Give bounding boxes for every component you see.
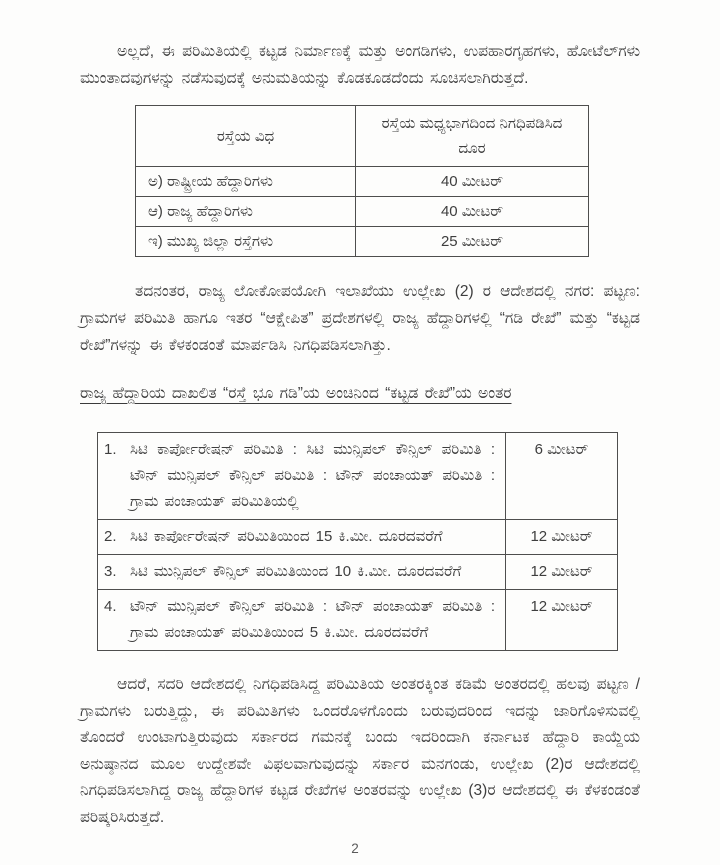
limit-description: ಸಿಟಿ ಕಾರ್ಪೋರೇಷನ್ ಪರಿಮಿತಿ : ಸಿಟಿ ಮುನ್ಸಿಪಲ್ ಕೌನ್ಸಿಲ್ ಪರಿಮಿತಿ : ಟೌನ್ ಮುನ್ಸಿಪಲ್ ಕೌನ್ಸಿಲ್ ಪರಿಮಿತಿ : ಟೌನ್ ಪಂಚಾಯತ್ ಪರಿಮಿತಿ : ಗ್ರಾಮ ಪಂಚಾಯತ್ ಪರಿಮಿತಿಯಲ್ಲಿ: [130, 441, 495, 510]
limit-description-cell: [98, 555, 506, 590]
limit-distance-cell: 12 ಮೀಟರ್: [506, 555, 618, 590]
road-table-header-distance: ರಸ್ತೆಯ ಮಧ್ಯಭಾಗದಿಂದ ನಿಗಧಿಪಡಿಸಿದ ದೂರ: [356, 106, 589, 167]
row-number: 4.: [104, 598, 117, 615]
road-distance-cell: 40 ಮೀಟರ್: [356, 197, 589, 227]
road-distance-table: [135, 105, 589, 257]
road-type-cell: ಇ) ಮುಖ್ಯ ಜಿಲ್ಲಾ ರಸ್ತೆಗಳು: [136, 227, 356, 257]
building-line-table: [97, 432, 618, 651]
road-table-header-row: [136, 106, 589, 167]
page-number: 2: [351, 841, 359, 856]
road-table-header-type: ರಸ್ತೆಯ ವಿಧ: [136, 106, 356, 167]
table-row: [136, 167, 589, 197]
paragraph-intro: ಅಲ್ಲದೆ, ಈ ಪರಿಮಿತಿಯಲ್ಲಿ ಕಟ್ಟಡ ನಿರ್ಮಾಣಕ್ಕೆ ಮತ್ತು ಅಂಗಡಿಗಳು, ಉಪಹಾರಗೃಹಗಳು, ಹೋಟೆಲ್‌ಗಳು ಮುಂತಾದವುಗಳನ್ನು ನಡೆಸುವುದಕ್ಕೆ ಅನುಮತಿಯನ್ನು ಕೊಡಕೂಡದೆಂದು ಸೂಚಿಸಲಾಗಿರುತ್ತದೆ.: [80, 43, 640, 87]
limit-description-cell: [98, 520, 506, 555]
road-distance-cell: 40 ಮೀಟರ್: [356, 167, 589, 197]
road-type-cell: ಅ) ರಾಷ್ಟ್ರೀಯ ಹೆದ್ದಾರಿಗಳು: [136, 167, 356, 197]
row-number: 3.: [104, 563, 117, 580]
road-type-cell: ಆ) ರಾಜ್ಯ ಹೆದ್ದಾರಿಗಳು: [136, 197, 356, 227]
table-row: [136, 197, 589, 227]
limit-distance-cell: 12 ಮೀಟರ್: [506, 590, 618, 651]
limit-description-cell: [98, 433, 506, 520]
limit-description-cell: [98, 590, 506, 651]
row-number: 1.: [104, 441, 117, 458]
limit-distance-cell: 6 ಮೀಟರ್: [506, 433, 618, 520]
row-number: 2.: [104, 528, 117, 545]
limit-description: ಟೌನ್ ಮುನ್ಸಿಪಲ್ ಕೌನ್ಸಿಲ್ ಪರಿಮಿತಿ : ಟೌನ್ ಪಂಚಾಯತ್ ಪರಿಮಿತಿ : ಗ್ರಾಮ ಪಂಚಾಯತ್ ಪರಿಮಿತಿಯಿಂದ 5 ಕಿ.ಮೀ. ದೂರದವರೆಗೆ: [130, 598, 495, 641]
paragraph-reference-order: ತದನಂತರ, ರಾಜ್ಯ ಲೋಕೋಪಯೋಗಿ ಇಲಾಖೆಯು ಉಲ್ಲೇಖ (2) ರ ಆದೇಶದಲ್ಲಿ ನಗರ: ಪಟ್ಟಣ: ಗ್ರಾಮಗಳ ಪರಿಮಿತಿ ಹಾಗೂ ಇತರ “ಆಕ್ಷೇಪಿತ” ಪ್ರದೇಶಗಳಲ್ಲಿ ರಾಜ್ಯ ಹೆದ್ದಾರಿಗಳಲ್ಲಿ “ಗಡಿ ರೇಖೆ” ಮತ್ತು “ಕಟ್ಟಡ ರೇಖೆ”ಗಳನ್ನು ಈ ಕೆಳಕಂಡಂತೆ ಮಾರ್ಪಡಿಸಿ ನಿಗಧಿಪಡಿಸಲಾಗಿತ್ತು.: [80, 283, 640, 354]
table-row: [98, 520, 618, 555]
table-row: [98, 590, 618, 651]
paragraph-revision: ಆದರೆ, ಸದರಿ ಆದೇಶದಲ್ಲಿ ನಿಗಧಿಪಡಿಸಿದ್ದ ಪರಿಮಿತಿಯ ಅಂತರಕ್ಕಿಂತ ಕಡಿಮೆ ಅಂತರದಲ್ಲಿ ಹಲವು ಪಟ್ಟಣ / ಗ್ರಾಮಗಳು ಬರುತ್ತಿದ್ದು, ಈ ಪರಿಮಿತಿಗಳು ಒಂದರೊಳಗೊಂದು ಬರುವುದರಿಂದ ಇದನ್ನು ಜಾರಿಗೊಳಿಸುವಲ್ಲಿ ತೊಂದರೆ ಉಂಟಾಗುತ್ತಿರುವುದು ಸರ್ಕಾರದ ಗಮನಕ್ಕೆ ಬಂದು ಇದರಿಂದಾಗಿ ಕರ್ನಾಟಕ ಹೆದ್ದಾರಿ ಕಾಯ್ದೆಯ ಅನುಷ್ಠಾನದ ಮೂಲ ಉದ್ದೇಶವೇ ವಿಫಲವಾಗುವುದನ್ನು ಸರ್ಕಾರ ಮನಗಂಡು, ಉಲ್ಲೇಖ (2)ರ ಆದೇಶದಲ್ಲಿ ನಿಗಧಿಪಡಿಸಲಾಗಿದ್ದ ರಾಜ್ಯ ಹೆದ್ದಾರಿಗಳ ಕಟ್ಟಡ ರೇಖೆಗಳ ಅಂತರವನ್ನು ಉಲ್ಲೇಖ (3)ರ ಆದೇಶದಲ್ಲಿ ಈ ಕೆಳಕಂಡಂತೆ ಪರಿಷ್ಕರಿಸಿರುತ್ತದೆ.: [80, 676, 640, 826]
limit-distance-cell: 12 ಮೀಟರ್: [506, 520, 618, 555]
section-heading: ರಾಜ್ಯ ಹೆದ್ದಾರಿಯ ದಾಖಲಿತ “ರಸ್ತೆ ಭೂ ಗಡಿ”ಯ ಅಂಚಿನಿಂದ “ಕಟ್ಟಡ ರೇಖೆ”ಯ ಅಂತರ: [80, 385, 512, 402]
limit-description: ಸಿಟಿ ಕಾರ್ಪೋರೇಷನ್ ಪರಿಮಿತಿಯಿಂದ 15 ಕಿ.ಮೀ. ದೂರದವರೆಗೆ: [130, 528, 443, 545]
table-row: [136, 227, 589, 257]
road-distance-cell: 25 ಮೀಟರ್: [356, 227, 589, 257]
table-row: [98, 433, 618, 520]
table-row: [98, 555, 618, 590]
limit-description: ಸಿಟಿ ಮುನ್ಸಿಪಲ್ ಕೌನ್ಸಿಲ್ ಪರಿಮಿತಿಯಿಂದ 10 ಕಿ.ಮೀ. ದೂರದವರೆಗೆ: [130, 563, 462, 580]
